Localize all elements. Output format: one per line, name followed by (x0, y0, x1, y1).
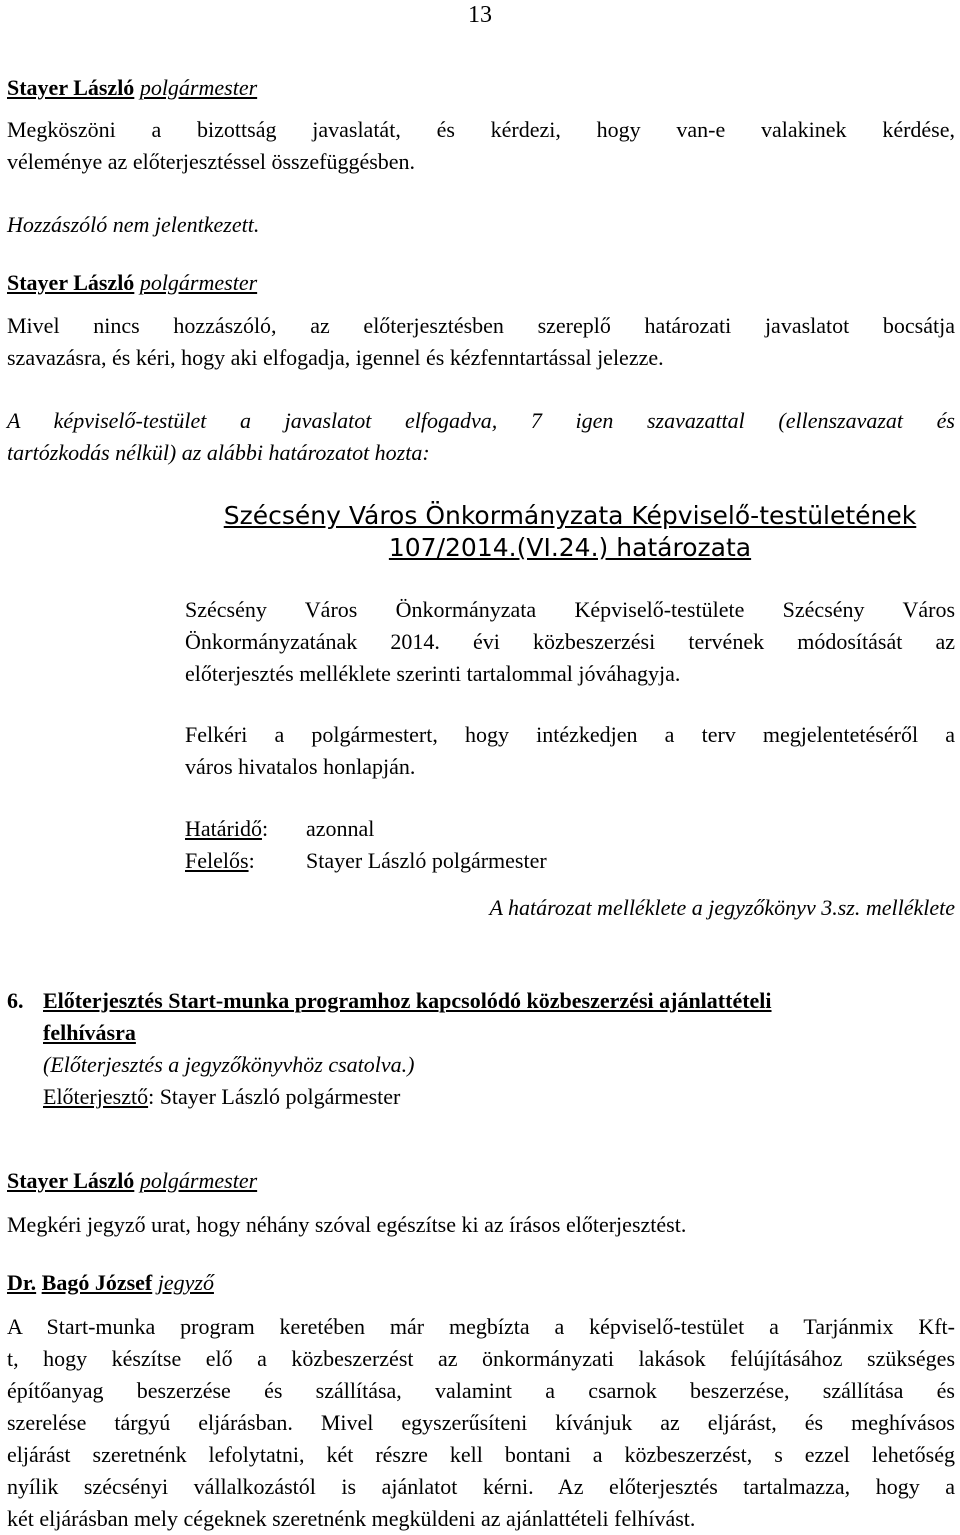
speaker-heading (7, 1165, 955, 1197)
resolution-request (185, 719, 955, 783)
agenda-title-line: Előterjesztés Start-munka programhoz kapcsolódó közbeszerzési ajánlattételi (43, 988, 772, 1013)
resolution-line: Önkormányzatának 2014. évi közbeszerzési tervének módosítását az (185, 629, 955, 654)
agenda-number: 6. (7, 988, 24, 1013)
resolution-body (185, 594, 955, 690)
annex-note: A határozat melléklete a jegyzőkönyv 3.sz. melléklete (489, 895, 955, 920)
agenda-presenter (43, 1081, 955, 1113)
vote-line: A képviselő-testület a javaslatot elfogadva, 7 igen szavazattal (ellenszavazat és (7, 408, 955, 433)
responsible-value: Stayer László polgármester (306, 848, 547, 873)
agenda-title-line: felhívásra (43, 1020, 136, 1045)
paragraph-line: Megköszöni a bizottság javaslatát, és kérdezi, hogy van-e valakinek kérdése, (7, 117, 955, 142)
presenter-value: : Stayer László polgármester (148, 1084, 401, 1109)
resolution-title (185, 500, 955, 564)
deadline-label: Határidő (185, 816, 262, 841)
speaker-heading (7, 267, 955, 299)
resolution-line: Szécsény Város Önkormányzata Képviselő-testülete Szécsény Város (185, 597, 955, 622)
responsible-label: Felelős (185, 848, 249, 873)
agenda-attachment-note: (Előterjesztés a jegyzőkönyvhöz csatolva.) (43, 1052, 415, 1077)
paragraph-line: eljárást szeretnénk lefolytatni, két részre kell bontani a közbeszerzést, s ezzel lehetőség (7, 1442, 955, 1467)
paragraph-line: építőanyag beszerzése és szállítása, valamint a csarnok beszerzése, szállítása és (7, 1378, 955, 1403)
speaker-role: polgármester (139, 270, 258, 295)
paragraph-line: Mivel nincs hozzászóló, az előterjesztésben szereplő határozati javaslatot bocsátja (7, 313, 955, 338)
resolution-line: előterjesztés melléklete szerinti tartalommal jóváhagyja. (185, 661, 681, 686)
paragraph (7, 1311, 955, 1535)
speaker-heading (7, 72, 955, 104)
resolution-title-line: 107/2014.(VI.24.) határozata (388, 533, 752, 562)
paragraph-line: véleménye az előterjesztéssel összefüggésben. (7, 149, 416, 174)
deadline-value: azonnal (306, 816, 375, 841)
page-number: 13 (468, 2, 492, 28)
speaker-role: polgármester (139, 75, 258, 100)
resolution-line: város hivatalos honlapján. (185, 754, 416, 779)
paragraph-line: t, hogy készítse elő a közbeszerzést az önkormányzati lakások felújításához szükséges (7, 1346, 955, 1371)
paragraph-line: két eljárásban mely cégeknek szeretnénk megküldeni az ajánlattételi felhívást. (7, 1506, 696, 1531)
paragraph-line: A Start-munka program keretében már megbízta a képviselő-testület a Tarjánmix Kft- (7, 1314, 955, 1339)
presenter-label: Előterjesztő (43, 1084, 149, 1109)
no-comment-note: Hozzászóló nem jelentkezett. (7, 212, 260, 237)
resolution-title-line: Szécsény Város Önkormányzata Képviselő-testületének (223, 501, 917, 530)
speaker-name: Bagó József (41, 1270, 153, 1295)
resolution-line: Felkéri a polgármestert, hogy intézkedjen a terv megjelentetéséről a (185, 722, 955, 747)
speaker-heading (7, 1267, 955, 1299)
speaker-name: Stayer László (7, 75, 135, 100)
vote-line: tartózkodás nélkül) az alábbi határozatot hozta: (7, 440, 430, 465)
paragraph-line: szerelése tárgyú eljárásban. Mivel egyszerűsíteni kívánjuk az eljárást, és meghívásos (7, 1410, 955, 1435)
paragraph-line: szavazásra, és kéri, hogy aki elfogadja, igennel és kézfenntartással jelezze. (7, 345, 664, 370)
paragraph-line: nyílik szécsényi vállalkozástól is ajánlatot kérni. Az előterjesztés tartalmazza, hogy a (7, 1474, 955, 1499)
speaker-title: Dr. (7, 1270, 37, 1295)
speaker-name: Stayer László (7, 270, 135, 295)
speaker-name: Stayer László (7, 1168, 135, 1193)
speaker-role: jegyző (157, 1270, 214, 1295)
deadline-row: Határidő: azonnal (185, 816, 375, 841)
paragraph-line: Megkéri jegyző urat, hogy néhány szóval egészítse ki az írásos előterjesztést. (7, 1212, 687, 1237)
speaker-role: polgármester (139, 1168, 258, 1193)
agenda-item (43, 985, 955, 1113)
responsible-row: Felelős: Stayer László polgármester (185, 848, 547, 873)
